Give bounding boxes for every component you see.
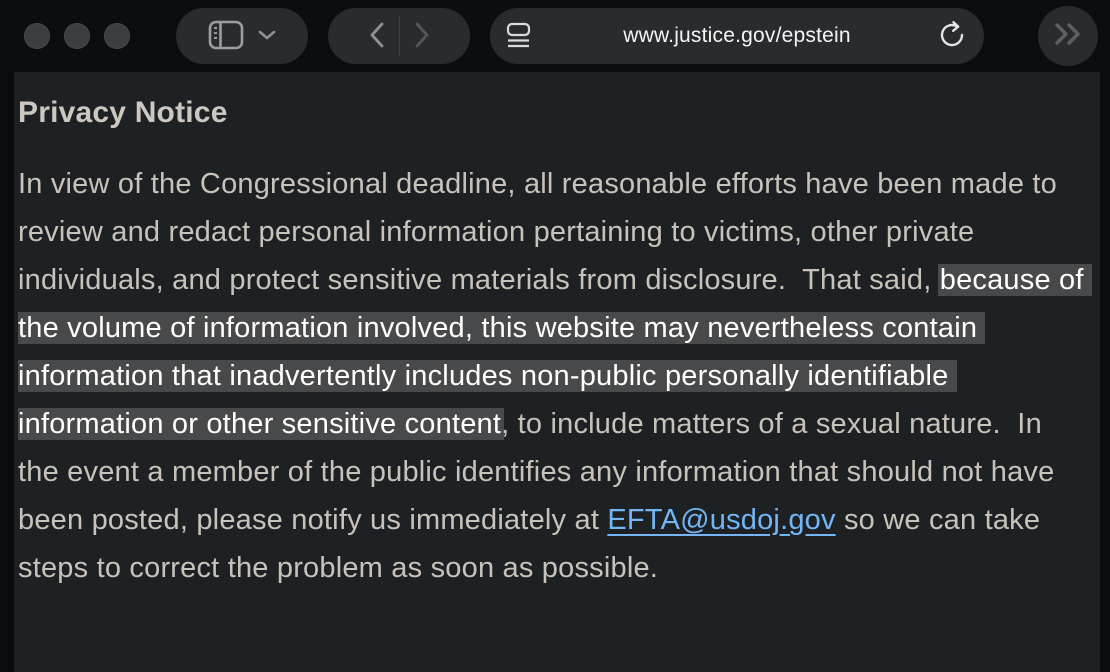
selected-text: because of the volume of information involved, this website may nevertheless contain information that inadvertently includes non-public personally identifiable information or other sensitive content [18, 264, 1092, 440]
efta-email-link[interactable]: EFTA@usdoj.gov [607, 504, 836, 536]
close-button[interactable] [24, 23, 50, 49]
paragraph-text: so we can take steps to correct the problem as soon as possible. [18, 504, 1049, 584]
web-page-content [14, 72, 1100, 672]
minimize-button[interactable] [64, 23, 90, 49]
reload-button[interactable] [938, 20, 966, 53]
chevron-right-icon [414, 22, 430, 51]
zoom-button[interactable] [104, 23, 130, 49]
url-text[interactable]: www.justice.gov/epstein [623, 24, 851, 47]
paragraph-text: In view of the Congressional deadline, all reasonable efforts have been made to review and redact personal information pertaining to victims, other private individuals, and protect sensitive materials from disclosure. That said, [18, 168, 1066, 296]
window-controls [24, 23, 130, 49]
paragraph-text: , to include matters of a sexual nature. In the event a member of the public identifies any information that should not have been posted, please notify us immediately at [18, 408, 1063, 536]
toolbar-divider [399, 16, 400, 56]
navigation-button-group [328, 8, 470, 64]
back-button[interactable] [369, 22, 385, 51]
sidebar-button-group [176, 8, 308, 64]
page-title: Privacy Notice [18, 96, 228, 129]
toolbar-overflow-button[interactable] [1038, 6, 1098, 66]
privacy-notice-paragraph [18, 160, 1092, 592]
sidebar-toggle-button[interactable] [208, 20, 244, 53]
chevron-left-icon [369, 22, 385, 51]
chevron-down-icon [258, 29, 276, 44]
sidebar-menu-chevron-button[interactable] [258, 29, 276, 44]
browser-toolbar [0, 0, 1110, 72]
double-chevron-right-icon [1051, 22, 1085, 51]
forward-button[interactable] [414, 22, 430, 51]
page-menu-button[interactable] [506, 21, 532, 52]
sidebar-panel-icon [208, 20, 244, 53]
address-bar[interactable] [490, 8, 984, 64]
reload-icon [938, 20, 966, 53]
page-format-icon [506, 21, 532, 52]
